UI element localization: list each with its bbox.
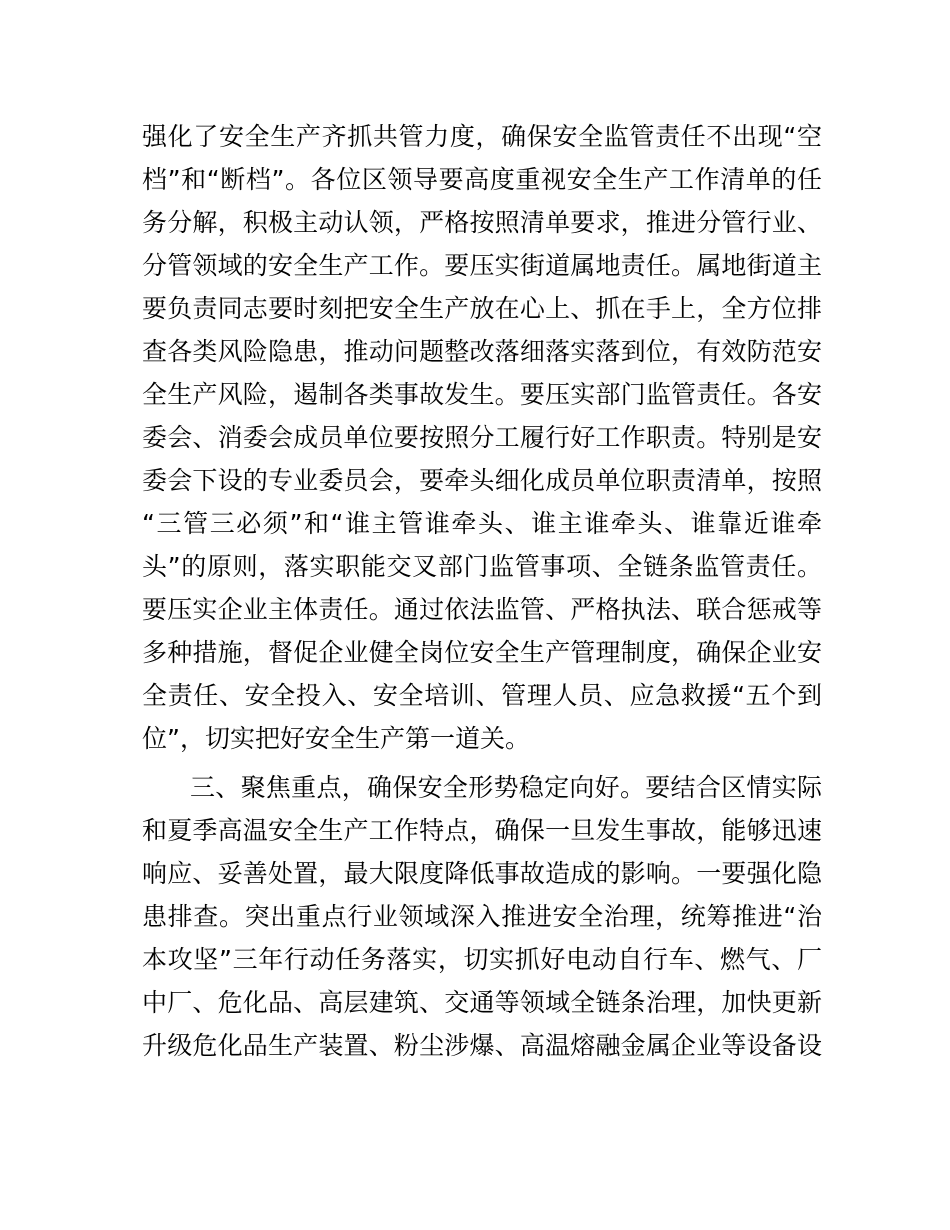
text-line: 响应、妥善处置，最大限度降低事故造成的影响。一要强化隐 <box>142 859 822 888</box>
text-line: 本攻坚”三年行动任务落实，切实抓好电动自行车、燃气、厂 <box>142 945 822 974</box>
text-line: 和夏季高温安全生产工作特点，确保一旦发生事故，能够迅速 <box>142 816 822 845</box>
text-line: 查各类风险隐患，推动问题整改落细落实落到位，有效防范安 <box>142 337 822 366</box>
text-line: 档”和“断档”。各位区领导要高度重视安全生产工作清单的任 <box>142 165 822 194</box>
text-line: 强化了安全生产齐抓共管力度，确保安全监管责任不出现“空 <box>142 122 822 151</box>
text-line: 头”的原则，落实职能交叉部门监管事项、全链条监管责任。 <box>142 552 822 581</box>
paragraph-last-line: 位”，切实把好安全生产第一道关。 <box>142 724 530 753</box>
text-line: 分管领域的安全生产工作。要压实街道属地责任。属地街道主 <box>142 251 822 280</box>
text-line: 中厂、危化品、高层建筑、交通等领域全链条治理，加快更新 <box>142 988 822 1017</box>
text-line: 要负责同志要时刻把安全生产放在心上、抓在手上，全方位排 <box>142 294 822 323</box>
text-line: 全生产风险，遏制各类事故发生。要压实部门监管责任。各安 <box>142 380 822 409</box>
text-line: “三管三必须”和“谁主管谁牵头、谁主谁牵头、谁靠近谁牵 <box>142 509 822 538</box>
section-heading-line: 三、聚焦重点，确保安全形势稳定向好。要结合区情实际 <box>190 773 822 802</box>
text-line: 多种措施，督促企业健全岗位安全生产管理制度，确保企业安 <box>142 638 822 667</box>
text-line: 务分解，积极主动认领，严格按照清单要求，推进分管行业、 <box>142 208 822 237</box>
text-line: 患排查。突出重点行业领域深入推进安全治理，统筹推进“治 <box>142 902 822 931</box>
text-line: 要压实企业主体责任。通过依法监管、严格执法、联合惩戒等 <box>142 595 822 624</box>
text-line: 全责任、安全投入、安全培训、管理人员、应急救援“五个到 <box>142 681 822 710</box>
text-line: 委会下设的专业委员会，要牵头细化成员单位职责清单，按照 <box>142 466 822 495</box>
text-line: 委会、消委会成员单位要按照分工履行好工作职责。特别是安 <box>142 423 822 452</box>
text-line: 升级危化品生产装置、粉尘涉爆、高温熔融金属企业等设备设 <box>142 1031 822 1060</box>
